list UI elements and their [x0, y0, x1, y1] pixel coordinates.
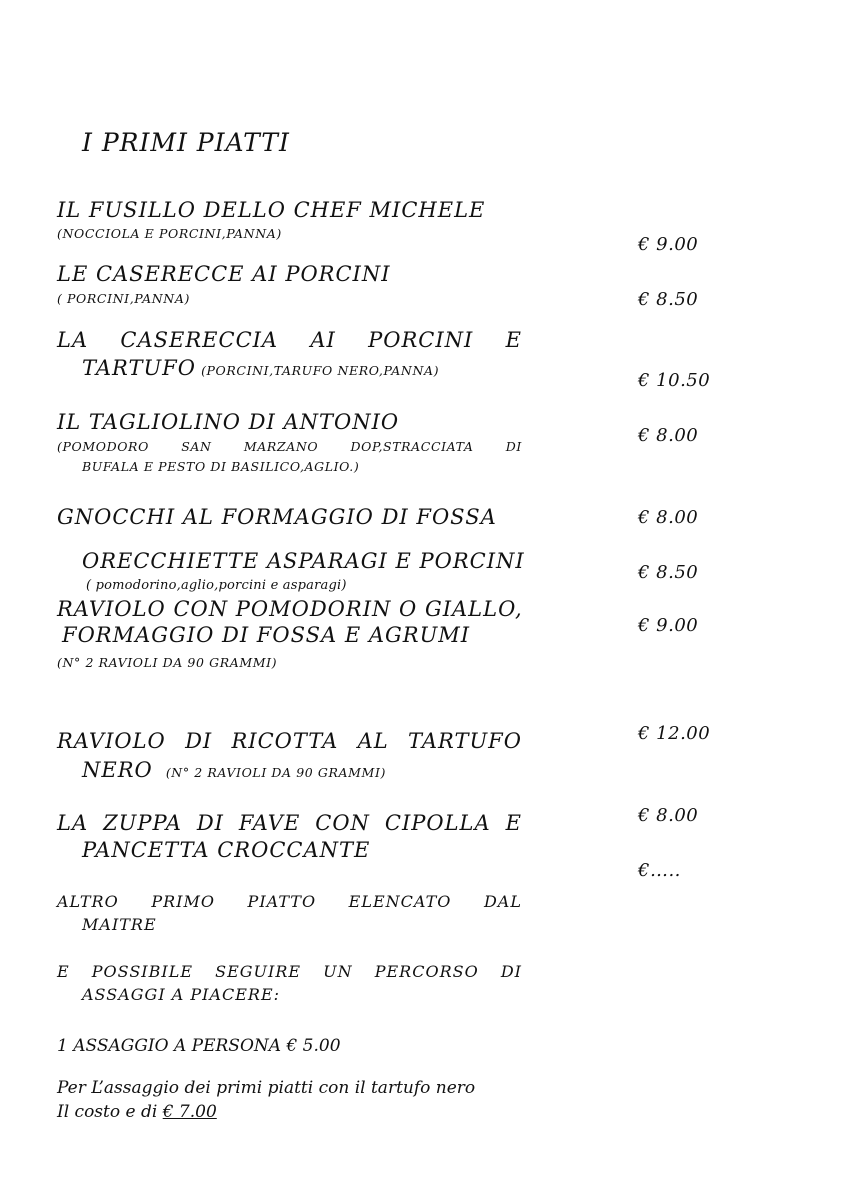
dish-name: LE CASERECCE AI PORCINI	[57, 262, 391, 286]
dish-description: (NOCCIOLA E PORCINI,PANNA)	[57, 226, 282, 241]
dish-name: GNOCCHI AL FORMAGGIO DI FOSSA	[57, 505, 497, 529]
dish-description: (N° 2 RAVIOLI DA 90 GRAMMI)	[165, 765, 386, 780]
assaggio-price-line: 1 ASSAGGIO A PERSONA € 5.00	[57, 1036, 341, 1056]
page-title: I PRIMI PIATTI	[82, 128, 290, 157]
dish-name: IL FUSILLO DELLO CHEF MICHELE	[57, 198, 486, 222]
dish-name: IL TAGLIOLINO DI ANTONIO	[57, 410, 400, 434]
dish-description: ( PORCINI,PANNA)	[57, 291, 190, 306]
dish-price: € 12.00	[638, 723, 711, 744]
dish-name: LA CASERECCIA AI PORCINI E	[57, 328, 522, 352]
dish-name-continued: TARTUFO (PORCINI,TARUFO NERO,PANNA)	[82, 356, 440, 380]
dish-price: € 8.00	[638, 805, 699, 826]
dish-name-continued: PANCETTA CROCCANTE	[82, 838, 371, 862]
dish-altro-price: €…..	[638, 860, 681, 881]
dish-price: € 8.50	[638, 562, 699, 583]
dish-price: € 8.00	[638, 507, 699, 528]
dish-name: RAVIOLO DI RICOTTA AL TARTUFO	[57, 729, 522, 753]
dish-description: (PORCINI,TARUFO NERO,PANNA)	[201, 363, 440, 378]
dish-price: € 9.00	[638, 234, 699, 255]
dish-description: ( pomodorino,aglio,porcini e asparagi)	[86, 578, 347, 593]
dish-name: LA ZUPPA DI FAVE CON CIPOLLA E	[57, 811, 522, 835]
tartufo-price: € 7.00	[162, 1102, 217, 1122]
dish-price: € 9.00	[638, 615, 699, 636]
dish-name: RAVIOLO CON POMODORIN O GIALLO,	[57, 597, 523, 621]
dish-description: (N° 2 RAVIOLI DA 90 GRAMMI)	[57, 655, 278, 670]
dish-description-continued: BUFALA E PESTO DI BASILICO,AGLIO.)	[82, 459, 360, 474]
dish-name-line2: FORMAGGIO DI FOSSA E AGRUMI	[62, 623, 471, 647]
dish-price: € 8.50	[638, 289, 699, 310]
dish-price: € 8.00	[638, 425, 699, 446]
dish-name: ORECCHIETTE ASPARAGI E PORCINI	[82, 549, 525, 573]
dish-name-continued: NERO (N° 2 RAVIOLI DA 90 GRAMMI)	[82, 758, 386, 782]
dish-description: (POMODORO SAN MARZANO DOP,STRACCIATA DI	[57, 439, 522, 454]
dish-price: € 10.50	[638, 370, 711, 391]
